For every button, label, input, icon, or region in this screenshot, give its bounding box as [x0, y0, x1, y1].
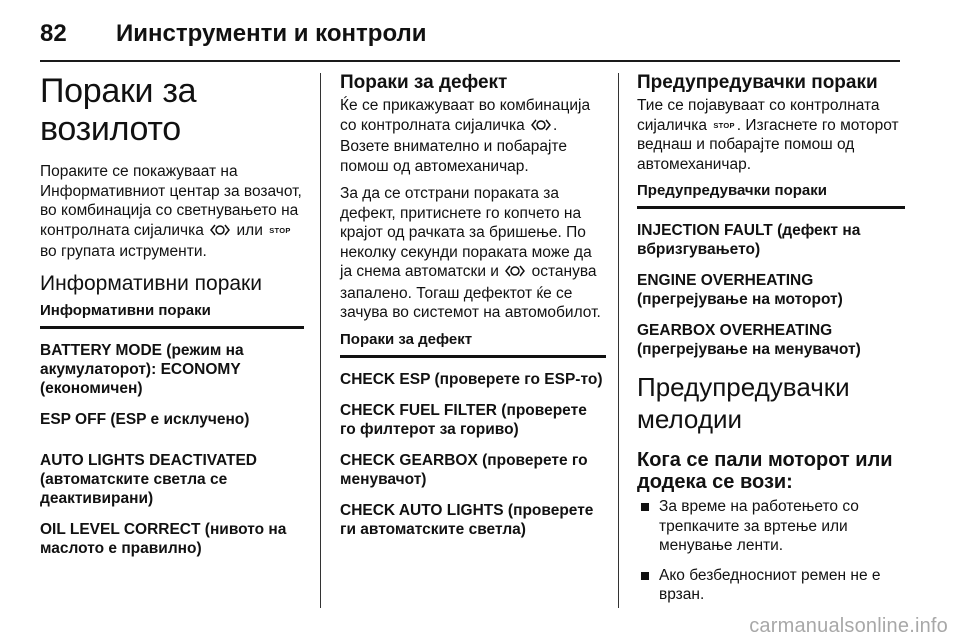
- message-item: BATTERY MODE (режим на акумулаторот): ECONOMY (економичен): [40, 341, 244, 397]
- page-header: [40, 14, 920, 60]
- fault-subheading: Пораки за дефект: [340, 331, 606, 358]
- intro-text: Пораките се покажуваат на Информативниот центар за возачот, во комбинација со светнувањето на контролната сијаличка: [40, 163, 302, 239]
- list-item: [637, 497, 905, 556]
- melodies-list: [637, 497, 905, 605]
- column-fault-messages: [340, 72, 606, 551]
- page-number: 82: [40, 20, 67, 47]
- intro-paragraph: [40, 162, 304, 262]
- melodies-subheading: Кога се пали моторот или додека се вози:: [637, 449, 893, 493]
- fault-text: . Возете внимателно и побарајте помош од автомеханичар.: [340, 116, 567, 175]
- fault-paragraph-2: [340, 184, 606, 323]
- section-title: Пораки за возилото: [40, 72, 197, 148]
- message-item: GEARBOX OVERHEATING (прегрејување на менувачот): [637, 322, 861, 358]
- warning-paragraph: [637, 96, 905, 174]
- message-item: CHECK FUEL FILTER (проверете го филтерот за гориво): [340, 401, 587, 438]
- message-item: CHECK AUTO LIGHTS (проверете ги автоматските светла): [340, 501, 594, 538]
- info-subheading: Информативни пораки: [40, 302, 304, 329]
- message-item: INJECTION FAULT (дефект на вбризгувањето): [637, 222, 861, 258]
- column-warning-messages: [637, 72, 905, 615]
- bullet-square-icon: [641, 572, 649, 580]
- message-item: CHECK GEARBOX (проверете го менувачот): [340, 451, 588, 488]
- chapter-title: Иинструменти и контроли: [116, 20, 427, 47]
- warning-lamp-icon: [505, 264, 525, 284]
- header-rule: [40, 60, 900, 62]
- column-divider: [320, 73, 321, 608]
- warning-lamp-icon: [210, 223, 230, 243]
- column-divider: [618, 73, 619, 608]
- warning-subheading: Предупредувачки пораки: [637, 182, 905, 209]
- fault-text: За да се отстрани пораката за дефект, притиснете го копчето на крајот од рачката за бришење. По неколку секунди пораката може да ја снема автоматски и: [340, 185, 592, 280]
- warning-text: . Изгаснете го моторот веднаш и побарајте помош од автомеханичар.: [637, 116, 899, 173]
- list-item: [637, 566, 905, 605]
- intro-text: или: [236, 221, 263, 239]
- fault-heading: Пораки за дефект: [340, 72, 508, 93]
- warning-heading: Предупредувачки пораки: [637, 72, 878, 93]
- stop-icon: STOP: [713, 120, 735, 130]
- watermark: carmanualsonline.info: [749, 615, 948, 637]
- message-item: AUTO LIGHTS DEACTIVATED (автоматските светла се деактивирани): [40, 451, 257, 507]
- intro-text: во групата иструменти.: [40, 243, 207, 260]
- list-item-text: Ако безбедносниот ремен не е врзан.: [659, 566, 881, 603]
- melodies-heading: Предупредувачки мелодии: [637, 372, 850, 434]
- fault-text: останува запалено. Тогаш дефектот ќе се зачува во системот на автомобилот.: [340, 263, 601, 321]
- fault-text: Ќе се прикажуваат во комбинација со контролната сијаличка: [340, 97, 591, 134]
- stop-icon: STOP: [269, 225, 291, 235]
- list-item-text: За време на работењето со трепкачите за вртење или менување ленти.: [659, 498, 859, 554]
- message-item: ENGINE OVERHEATING (прегрејување на моторот): [637, 272, 843, 308]
- message-item: OIL LEVEL CORRECT (нивото на маслото е правилно): [40, 520, 287, 557]
- message-item: ESP OFF (ESP е исклучено): [40, 410, 250, 428]
- warning-lamp-icon: [531, 118, 551, 138]
- info-heading: Информативни пораки: [40, 271, 262, 295]
- bullet-square-icon: [641, 503, 649, 511]
- column-vehicle-messages: [40, 72, 304, 570]
- message-item: CHECK ESP (проверете го ESP-то): [340, 370, 603, 388]
- fault-paragraph-1: [340, 96, 606, 176]
- warning-text: Тие се појавуваат со контролната сијаличка: [637, 97, 880, 134]
